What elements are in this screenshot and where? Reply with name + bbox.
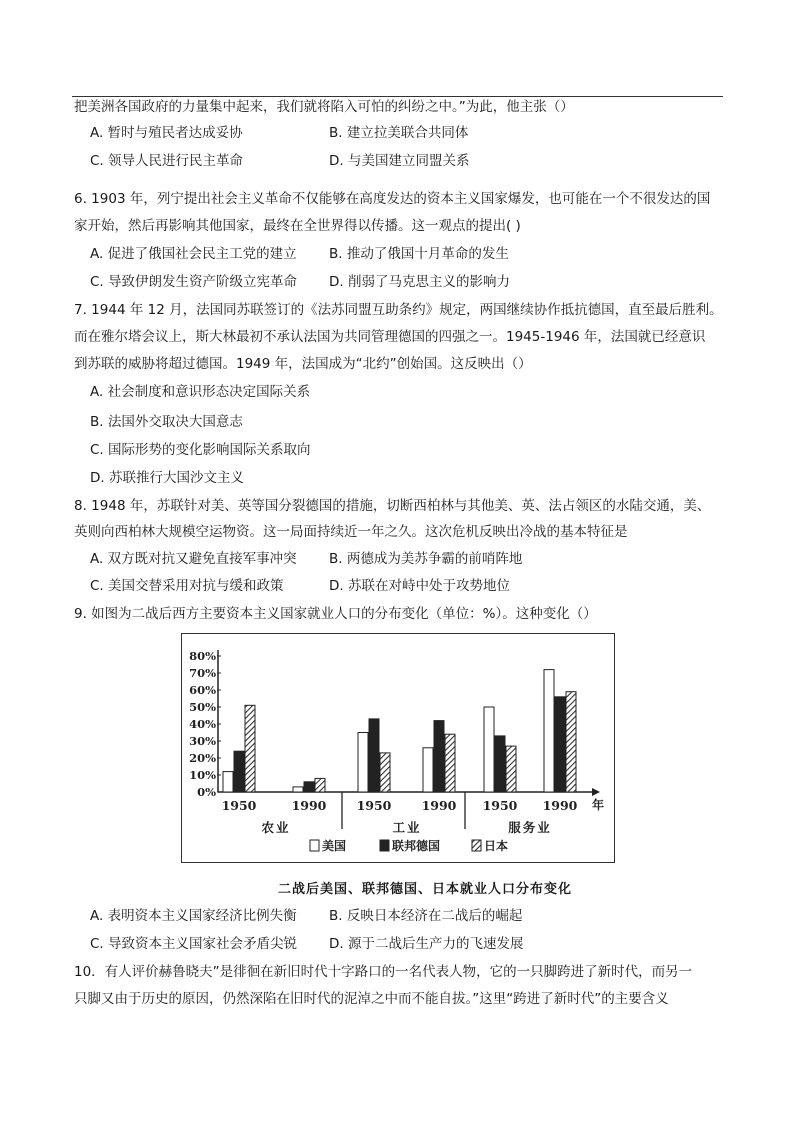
group-label: 工业	[392, 820, 422, 835]
q8-option-c[interactable]: C. 美国交替采用对抗与缓和政策	[90, 578, 284, 594]
y-tick-label: 60%	[189, 683, 216, 697]
q9-option-c[interactable]: C. 导致资本主义国家社会矛盾尖锐	[90, 936, 298, 952]
group-label: 农业	[261, 820, 291, 835]
y-tick-label: 40%	[189, 717, 216, 731]
q8-stem-line-2: 英则向西柏林大规模空运物资。这一局面持续近一年之久。这次危机反映出冷战的基本特征是	[74, 524, 628, 540]
q8-option-a[interactable]: A. 双方既对抗又避免直接军事冲突	[90, 551, 297, 567]
employment-bar-chart	[182, 634, 613, 861]
q9-option-a[interactable]: A. 表明资本主义国家经济比例失衡	[90, 908, 297, 924]
employment-chart-frame	[181, 633, 615, 863]
x-axis-arrow	[592, 788, 600, 796]
bar-日本-1990	[445, 734, 455, 792]
q9-stem: 9. 如图为二战后西方主要资本主义国家就业人口的分布变化（单位：%）。这种变化（）	[74, 606, 597, 622]
legend-swatch	[472, 840, 481, 851]
q5-option-c[interactable]: C. 领导人民进行民主革命	[90, 153, 244, 169]
bar-美国-1950	[223, 772, 233, 792]
q10-stem-line-2: 只脚又由于历史的原因，仍然深陷在旧时代的泥淖之中而不能自拔。”这里“跨进了新时代”的主要含义	[74, 991, 669, 1007]
q6-option-a[interactable]: A. 促进了俄国社会民主工党的建立	[90, 246, 297, 262]
x-tick-label: 1950	[356, 798, 392, 813]
y-tick-label: 10%	[189, 768, 216, 782]
bar-联邦德国-1990	[555, 697, 565, 792]
chart-caption: 二战后美国、联邦德国、日本就业人口分布变化	[277, 882, 572, 897]
bar-日本-1990	[566, 692, 576, 792]
legend-label: 联邦德国	[392, 839, 441, 853]
q9-option-b[interactable]: B. 反映日本经济在二战后的崛起	[329, 908, 523, 924]
x-tick-label: 1990	[542, 798, 578, 813]
q7-stem-line-2: 而在雅尔塔会议上，斯大林最初不承认法国为共同管理德国的四强之一。1945-1946 年，法国就已经意识	[74, 329, 706, 345]
q6-stem-line-1: 6. 1903 年，列宁提出社会主义革命不仅能够在高度发达的资本主义国家爆发，也可能在一个不很发达的国	[74, 191, 711, 207]
y-tick-label: 30%	[189, 734, 216, 748]
bar-日本-1950	[245, 705, 255, 792]
q6-option-b[interactable]: B. 推动了俄国十月革命的发生	[329, 246, 509, 262]
bar-联邦德国-1950	[369, 719, 379, 792]
y-tick-label: 70%	[189, 666, 216, 680]
bar-联邦德国-1950	[495, 736, 505, 792]
bar-联邦德国-1950	[234, 751, 244, 792]
bar-联邦德国-1990	[304, 782, 314, 792]
bar-美国-1990	[423, 748, 433, 792]
q7-stem-line-3: 到苏联的威胁将超过德国。1949 年，法国成为“北约”创始国。这反映出（）	[74, 356, 532, 372]
y-tick-label: 20%	[189, 751, 216, 765]
q6-stem-line-2: 家开始，然后再影响其他国家，最终在全世界得以传播。这一观点的提出( )	[74, 218, 521, 234]
q8-option-d[interactable]: D. 苏联在对峙中处于攻势地位	[329, 578, 510, 594]
bar-美国-1990	[293, 787, 303, 792]
y-tick-label: 50%	[189, 700, 216, 714]
x-axis-label: 年	[591, 798, 605, 812]
q8-option-b[interactable]: B. 两德成为美苏争霸的前哨阵地	[329, 551, 523, 567]
q7-option-c[interactable]: C. 国际形势的变化影响国际关系取向	[90, 442, 311, 458]
q7-option-b[interactable]: B. 法国外交取决大国意志	[90, 414, 243, 430]
x-tick-label: 1990	[291, 798, 327, 813]
y-tick-label: 80%	[189, 649, 216, 663]
legend-swatch	[380, 840, 389, 851]
bar-日本-1990	[315, 778, 325, 792]
q8-stem-line-1: 8. 1948 年，苏联针对美、英等国分裂德国的措施，切断西柏林与其他美、英、法占领区的水陆交通，美、	[74, 498, 711, 514]
bar-美国-1990	[544, 670, 554, 792]
x-tick-label: 1990	[421, 798, 457, 813]
q6-option-c[interactable]: C. 导致伊朗发生资产阶级立宪革命	[90, 274, 298, 290]
legend-label: 美国	[322, 839, 347, 853]
legend-label: 日本	[484, 839, 509, 853]
legend-swatch	[310, 840, 319, 851]
x-tick-label: 1950	[221, 798, 257, 813]
q7-stem-line-1: 7. 1944 年 12 月，法国同苏联签订的《法苏同盟互助条约》规定，两国继续协作抵抗德国，直至最后胜利。	[74, 302, 723, 318]
bar-日本-1950	[380, 753, 390, 792]
q5-option-a[interactable]: A. 暂时与殖民者达成妥协	[90, 125, 243, 141]
header-rule	[72, 96, 723, 97]
x-tick-label: 1950	[482, 798, 518, 813]
q6-option-d[interactable]: D. 削弱了马克思主义的影响力	[329, 274, 510, 290]
bar-联邦德国-1990	[434, 721, 444, 792]
q7-option-d[interactable]: D. 苏联推行大国沙文主义	[90, 470, 244, 486]
bar-美国-1950	[484, 707, 494, 792]
bar-美国-1950	[358, 733, 368, 793]
q9-option-d[interactable]: D. 源于二战后生产力的飞速发展	[329, 936, 524, 952]
q5-continuation: 把美洲各国政府的力量集中起来，我们就将陷入可怕的纠纷之中。”为此，他主张（）	[74, 99, 574, 115]
bar-日本-1950	[506, 746, 516, 792]
q7-option-a[interactable]: A. 社会制度和意识形态决定国际关系	[90, 384, 311, 400]
q10-stem-line-1: 10．有人评价赫鲁晓夫”是徘徊在新旧时代十字路口的一名代表人物，它的一只脚跨进了新时代，而另一	[74, 964, 693, 980]
q5-option-b[interactable]: B. 建立拉美联合共同体	[329, 125, 469, 141]
group-label: 服务业	[508, 820, 552, 835]
q5-option-d[interactable]: D. 与美国建立同盟关系	[329, 153, 470, 169]
y-tick-label: 0%	[197, 785, 216, 799]
